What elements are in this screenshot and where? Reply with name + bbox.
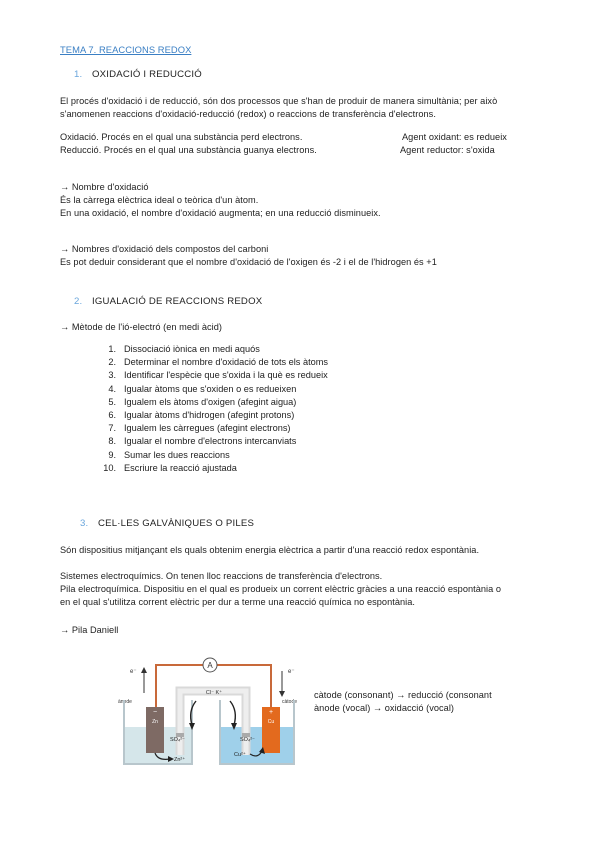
zn-ion-label: Zn²⁺ [174, 757, 186, 763]
agent-oxidant: Agent oxidant: es redueix [402, 132, 507, 142]
list-item: 1. Dissociació iònica en medi aquós [108, 344, 260, 354]
catode-label: càtode [282, 699, 298, 705]
section-3-number: 3. [80, 518, 89, 529]
list-item: 8. Igualar el nombre d'electrons intercanviats [108, 436, 297, 447]
electron-left-label: e⁻ [130, 669, 137, 675]
carboni-title: → Nombres d'oxidació dels compostos del carboni [60, 244, 269, 254]
right-solution [220, 727, 294, 764]
list-item: 4. Igualar àtoms que s'oxiden o es redueixen [108, 383, 297, 394]
anode-label: ànode [118, 699, 132, 705]
pila-line-2: en el qual s'utilitza corrent elèctric per dur a terme una reacció química no espontània. [60, 597, 416, 607]
section-1-heading [74, 69, 202, 81]
intro-line-1: El procés d'oxidació i de reducció, són dos processos que s'han de produir de manera simultània; per això [60, 96, 498, 106]
section-2-title: IGUALACIÓ DE REACCIONS REDOX [92, 296, 263, 307]
sulfate-left-label: SO₄²⁻ [170, 737, 185, 743]
nombre-oxidacio-line-2: En una oxidació, el nombre d'oxidació augmenta; en una reducció disminueix. [60, 208, 381, 218]
carboni-line: Es pot deduir considerant que el nombre d'oxidació de l'oxigen és -2 i el de l'hidrogen és +1 [60, 257, 437, 267]
section-3-title: CEL·LES GALVÀNIQUES O PILES [98, 518, 255, 529]
section-1-number: 1. [74, 69, 83, 80]
definition-oxidacio: Oxidació. Procés en el qual una substància perd electrons. [60, 132, 303, 142]
nombre-oxidacio-title: → Nombre d'oxidació [60, 182, 149, 192]
copper-plus-sign: + [268, 709, 274, 716]
section-3-heading [80, 518, 254, 530]
bridge-ions-label: Cl⁻ K⁺ [205, 690, 223, 696]
list-item: 3. Identificar l'espècie que s'oxida i la què es redueix [108, 370, 328, 381]
arrow-head-up-icon [141, 667, 147, 673]
nombre-oxidacio-line-1: És la càrrega elèctrica ideal o teòrica d'un àtom. [60, 195, 259, 205]
list-item: 5. Igualem els àtoms d'oxigen (afegint aigua) [108, 396, 297, 407]
electron-right-label: e⁻ [288, 669, 295, 675]
page-title: TEMA 7. REACCIONS REDOX [60, 44, 192, 55]
sulfate-right-label: SO₄²⁻ [240, 737, 255, 743]
list-item: 7. Igualem les càrregues (afegint electrons) [108, 423, 291, 434]
bridge-arrow-right-icon [230, 701, 235, 725]
pila-daniell-title: → Pila Daniell [60, 625, 119, 635]
method-title: → Mètode de l'ió-electró (en medi àcid) [60, 322, 223, 332]
zinc-minus-sign: − [152, 709, 158, 716]
steps-list [96, 343, 328, 475]
pila-line-1: Pila electroquímica. Dispositiu en el qual es produeix un corrent elèctric gràcies a una reacció espontània o [60, 584, 502, 594]
section-3-intro: Són dispositius mitjançant els quals obtenim energia elèctrica a partir d'una reacció redox espontània. [60, 545, 480, 555]
section-1-title: OXIDACIÓ I REDUCCIÓ [92, 69, 202, 80]
daniell-cell-diagram [110, 655, 310, 767]
copper-label: Cu [267, 719, 275, 725]
section-2-number: 2. [74, 296, 83, 307]
list-item: 6. Igualar àtoms d'hidrogen (afegint protons) [108, 410, 295, 421]
definition-reduccio: Reducció. Procés en el qual una substància guanya electrons. [60, 145, 317, 155]
intro-line-2: s'anomenen reaccions d'oxidació-reducció (redox) o reaccions de transferència d'electrons. [60, 109, 436, 119]
list-item: 10. Escriure la reacció ajustada [103, 462, 237, 473]
list-item: 9. Sumar les dues reaccions [108, 449, 230, 460]
section-2-heading [74, 296, 262, 308]
ammeter-label: A [207, 661, 213, 670]
zinc-label: Zn [152, 719, 158, 725]
anode-note: ànode (vocal) → oxidacció (vocal) [314, 703, 455, 713]
cu-ion-label: Cu²⁺ [234, 752, 246, 758]
list-item: 2. Determinar el nombre d'oxidació de tots els àtoms [108, 357, 328, 368]
agent-reductor: Agent reductor: s'oxida [400, 145, 495, 155]
sistemes-electroquimics: Sistemes electroquímics. On tenen lloc reaccions de transferència d'electrons. [60, 571, 383, 581]
catode-note: càtode (consonant) → reducció (consonant [314, 690, 492, 700]
arrow-head-down-icon [279, 691, 285, 697]
